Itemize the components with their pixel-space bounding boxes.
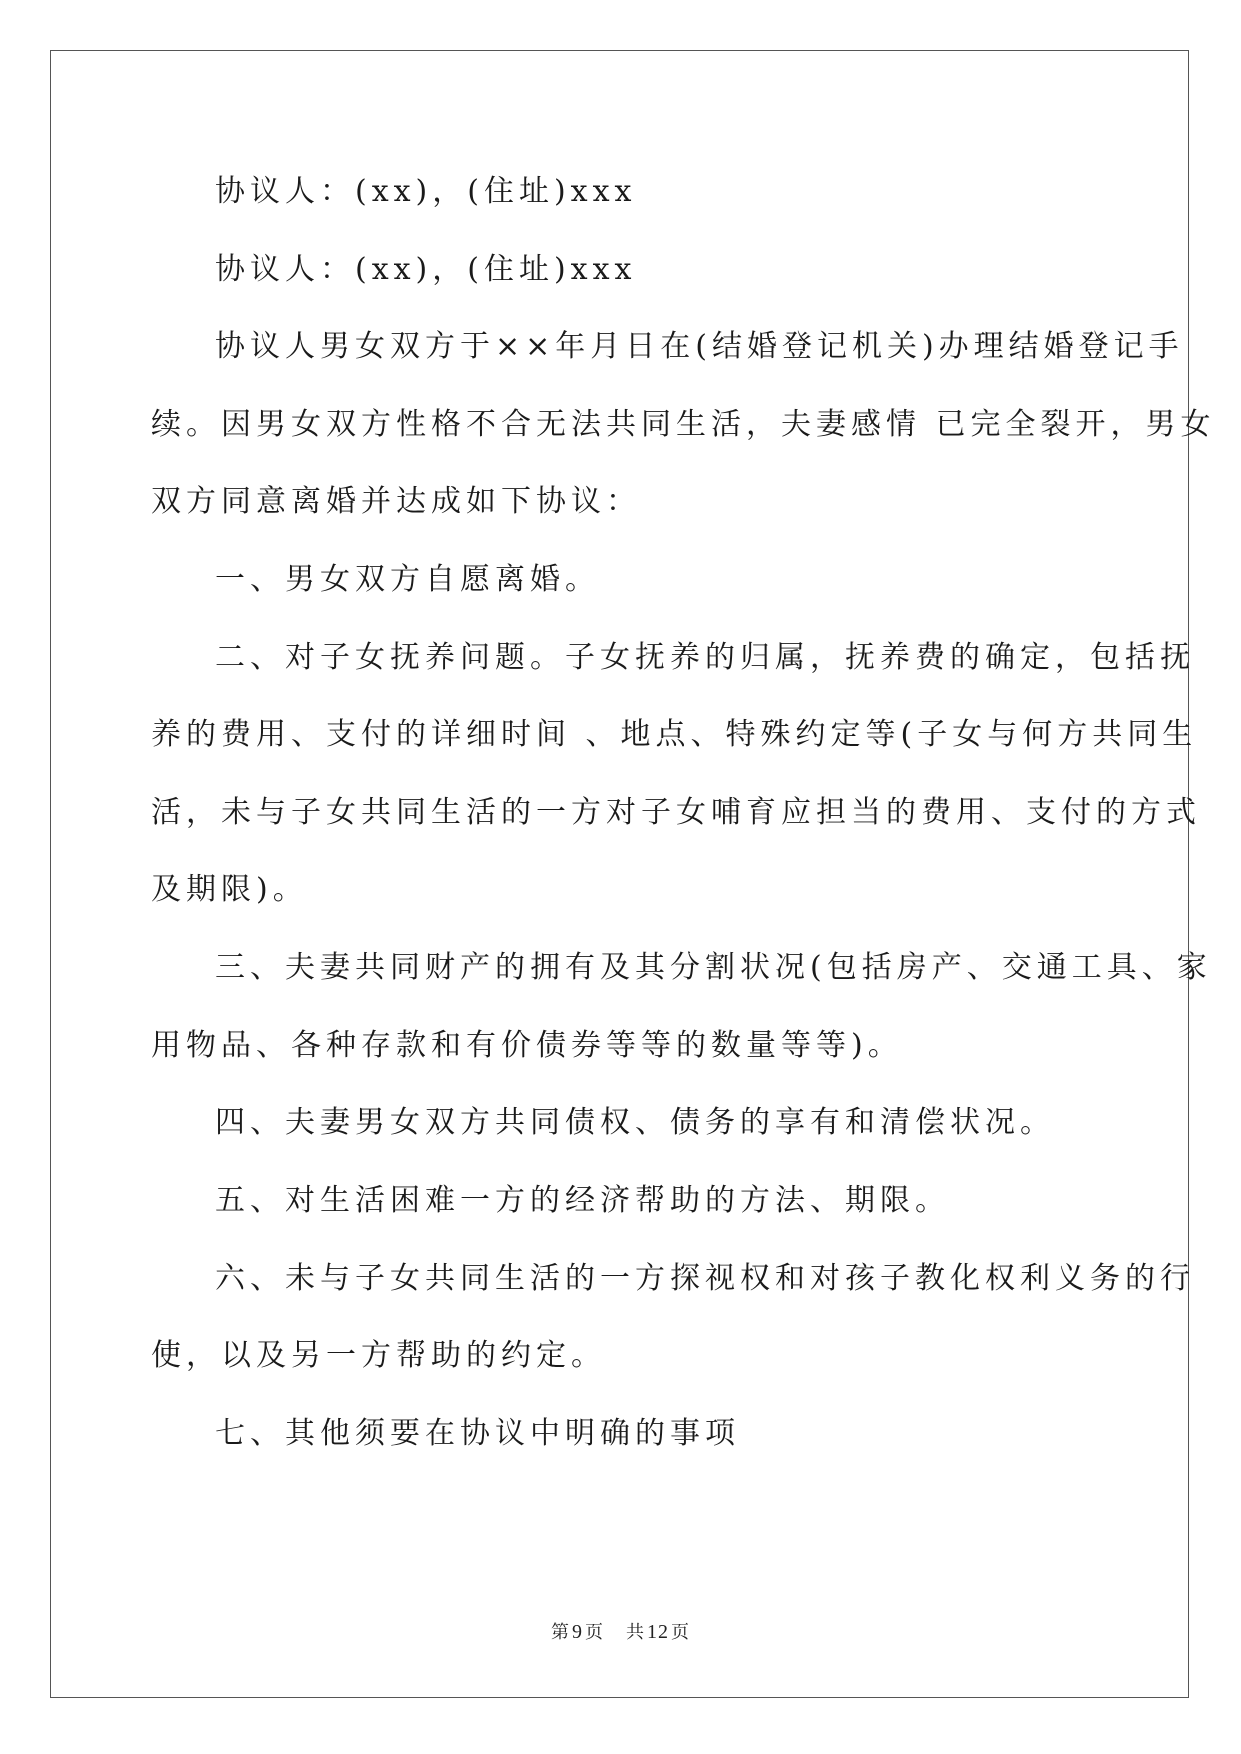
clause-2-line-3: 活，未与子女共同生活的一方对子女哺育应担当的费用、支付的方式 <box>151 795 1201 830</box>
preamble-line-2: 续。因男女双方性格不合无法共同生活，夫妻感情 已完全裂开，男女 <box>151 407 1216 442</box>
footer-total-suffix: 页 <box>671 1622 690 1643</box>
footer-total-prefix: 共 <box>626 1622 645 1643</box>
clause-2-line-4: 及期限)。 <box>151 872 308 907</box>
clause-6-line-1: 六、未与子女共同生活的一方探视权和对孩子教化权利义务的行 <box>215 1261 1195 1296</box>
clause-5-line-1: 五、对生活困难一方的经济帮助的方法、期限。 <box>215 1183 950 1218</box>
clause-4-line-1: 四、夫妻男女双方共同债权、债务的享有和清偿状况。 <box>215 1105 1055 1140</box>
footer-page-suffix: 页 <box>585 1622 604 1643</box>
footer-total-pages: 12 <box>647 1621 669 1643</box>
agreement-party-line-1: 协议人：(xx)，(住址)xxx <box>215 174 637 209</box>
clause-7-line-1: 七、其他须要在协议中明确的事项 <box>215 1416 740 1451</box>
clause-2-line-1: 二、对子女抚养问题。子女抚养的归属，抚养费的确定，包括抚 <box>215 640 1195 675</box>
preamble-line-1: 协议人男女双方于××年月日在(结婚登记机关)办理结婚登记手 <box>215 329 1184 364</box>
clause-3-line-1: 三、夫妻共同财产的拥有及其分割状况(包括房产、交通工具、家 <box>215 950 1212 985</box>
page-footer <box>0 1620 1241 1645</box>
footer-page-prefix: 第 <box>551 1622 570 1643</box>
clause-2-line-2: 养的费用、支付的详细时间 、地点、特殊约定等(子女与何方共同生 <box>151 717 1198 752</box>
clause-1-line-1: 一、男女双方自愿离婚。 <box>215 562 600 597</box>
clause-6-line-2: 使，以及另一方帮助的约定。 <box>151 1338 606 1373</box>
agreement-party-line-2: 协议人：(xx)，(住址)xxx <box>215 252 637 287</box>
clause-3-line-2: 用物品、各种存款和有价债券等等的数量等等)。 <box>151 1028 903 1063</box>
preamble-line-3: 双方同意离婚并达成如下协议： <box>151 484 641 519</box>
footer-page-number: 9 <box>572 1621 583 1643</box>
